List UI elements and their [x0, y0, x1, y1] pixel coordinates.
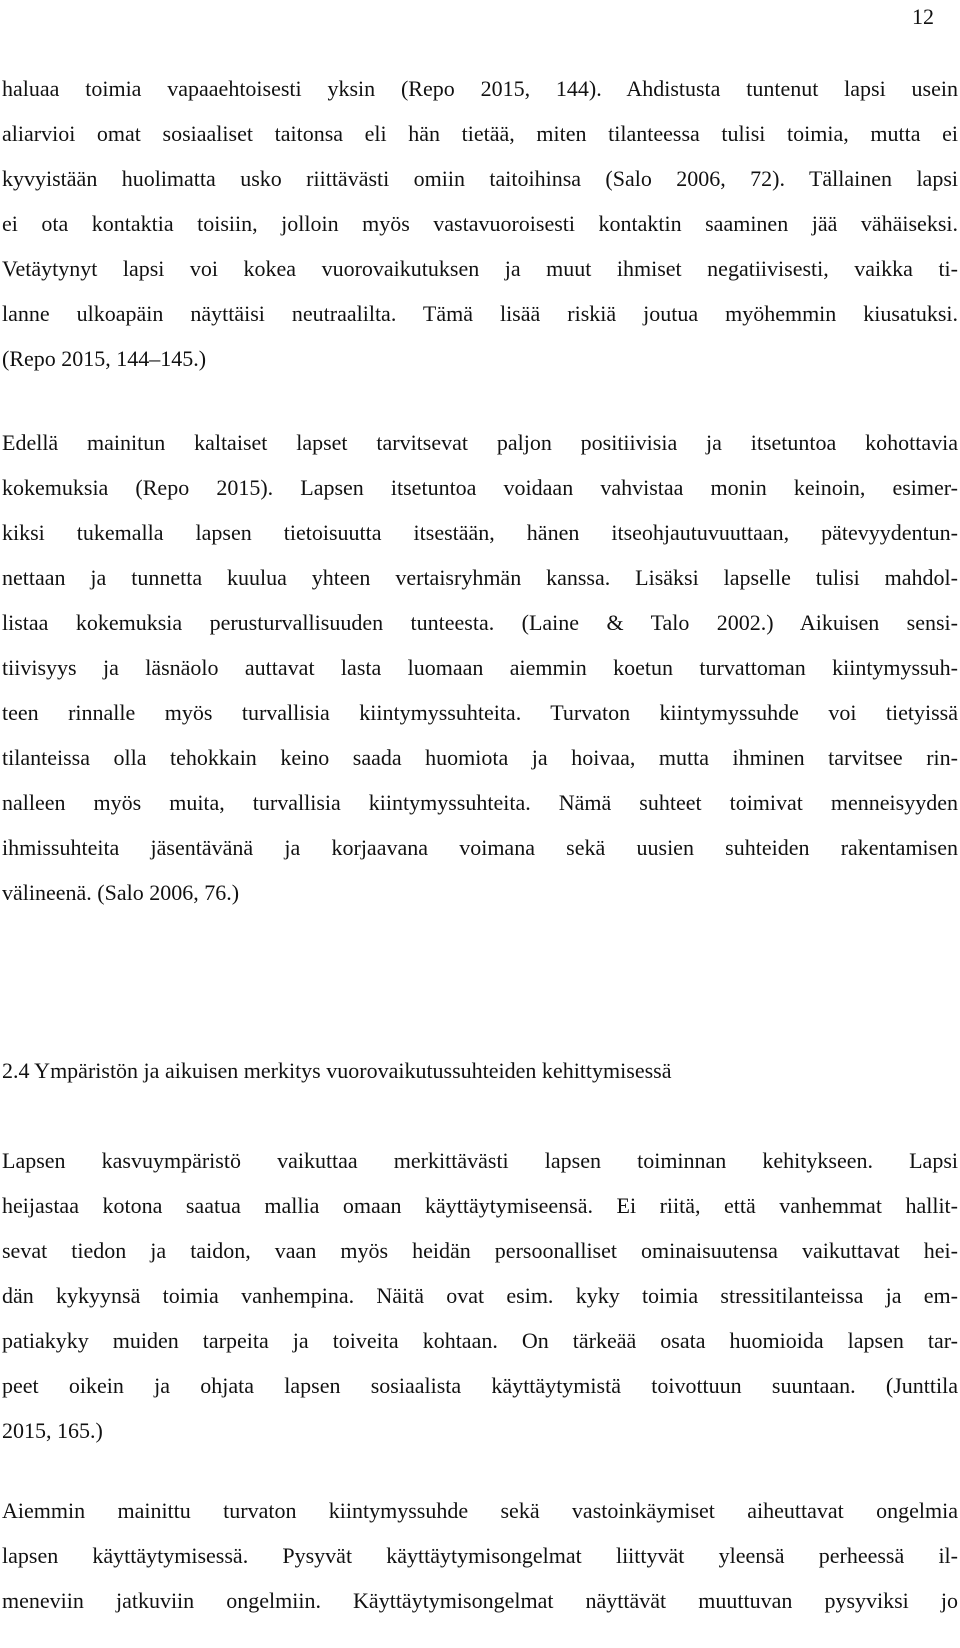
text-line: (Repo 2015, 144–145.) [2, 346, 207, 371]
text-line: Vetäytynyt lapsi voi kokea vuorovaikutuksen ja muut ihmiset negatiivisesti, vaikka ti- [2, 256, 958, 281]
paragraph-1 [2, 66, 958, 381]
text-line: kyvyistään huolimatta usko riittävästi omiin taitoihinsa (Salo 2006, 72). Tällainen lapsi [2, 166, 958, 191]
text-line: tiivisyys ja läsnäolo auttavat lasta luomaan aiemmin koetun turvattoman kiintymyssuh- [2, 655, 958, 680]
text-line: meneviin jatkuviin ongelmiin. Käyttäytymisongelmat näyttävät muuttuvan pysyviksi jo [2, 1588, 958, 1613]
text-line: peet oikein ja ohjata lapsen sosiaalista käyttäytymistä toivottuun suuntaan. (Junttila [2, 1373, 958, 1398]
text-line: 2015, 165.) [2, 1418, 103, 1443]
page-number: 12 [912, 4, 934, 29]
text-line: dän kykyynsä toimia vanhempina. Näitä ovat esim. kyky toimia stressitilanteissa ja em- [2, 1283, 958, 1308]
text-line: lanne ulkoapäin näyttäisi neutraalilta. Tämä lisää riskiä joutua myöhemmin kiusatuksi. [2, 301, 958, 326]
text-line: nettaan ja tunnetta kuulua yhteen vertaisryhmän kanssa. Lisäksi lapselle tulisi mahdol- [2, 565, 958, 590]
text-line: nalleen myös muita, turvallisia kiintymyssuhteita. Nämä suhteet toimivat menneisyyden [2, 790, 958, 815]
text-line: tilanteissa olla tehokkain keino saada huomiota ja hoivaa, mutta ihminen tarvitsee rin- [2, 745, 958, 770]
text-line: patiakyky muiden tarpeita ja toiveita kohtaan. On tärkeää osata huomioida lapsen tar- [2, 1328, 958, 1353]
text-line: ihmissuhteita jäsentävänä ja korjaavana voimana sekä uusien suhteiden rakentamisen [2, 835, 958, 860]
text-line: kiksi tukemalla lapsen tietoisuutta itsestään, hänen itseohjautuvuuttaan, pätevyydentun- [2, 520, 958, 545]
section-heading: 2.4 Ympäristön ja aikuisen merkitys vuorovaikutussuhteiden kehittymisessä [2, 1058, 672, 1083]
text-line: ei ota kontaktia toisiin, jolloin myös vastavuoroisesti kontaktin saaminen jää vähäiseksi. [2, 211, 958, 236]
text-line: aliarvioi omat sosiaaliset taitonsa eli hän tietää, miten tilanteessa tulisi toimia, mutta ei [2, 121, 958, 146]
text-line: Lapsen kasvuympäristö vaikuttaa merkittävästi lapsen toiminnan kehitykseen. Lapsi [2, 1148, 958, 1173]
text-line: Edellä mainitun kaltaiset lapset tarvitsevat paljon positiivisia ja itsetuntoa kohottavia [2, 430, 958, 455]
text-line: heijastaa kotona saatua mallia omaan käyttäytymiseensä. Ei riitä, että vanhemmat hallit- [2, 1193, 958, 1218]
text-line: listaa kokemuksia perusturvallisuuden tunteesta. (Laine & Talo 2002.) Aikuisen sensi- [2, 610, 958, 635]
text-line: välineenä. (Salo 2006, 76.) [2, 880, 240, 905]
paragraph-4 [2, 1488, 958, 1623]
text-line: lapsen käyttäytymisessä. Pysyvät käyttäytymisongelmat liittyvät yleensä perheessä il- [2, 1543, 958, 1568]
text-line: haluaa toimia vapaaehtoisesti yksin (Repo 2015, 144). Ahdistusta tuntenut lapsi usein [2, 76, 958, 101]
text-line: Aiemmin mainittu turvaton kiintymyssuhde sekä vastoinkäymiset aiheuttavat ongelmia [2, 1498, 958, 1523]
paragraph-3 [2, 1138, 958, 1453]
paragraph-2 [2, 420, 958, 915]
text-line: sevat tiedon ja taidon, vaan myös heidän persoonalliset ominaisuutensa vaikuttavat hei- [2, 1238, 958, 1263]
text-line: teen rinnalle myös turvallisia kiintymyssuhteita. Turvaton kiintymyssuhde voi tietyissä [2, 700, 958, 725]
text-line: kokemuksia (Repo 2015). Lapsen itsetuntoa voidaan vahvistaa monin keinoin, esimer- [2, 475, 958, 500]
